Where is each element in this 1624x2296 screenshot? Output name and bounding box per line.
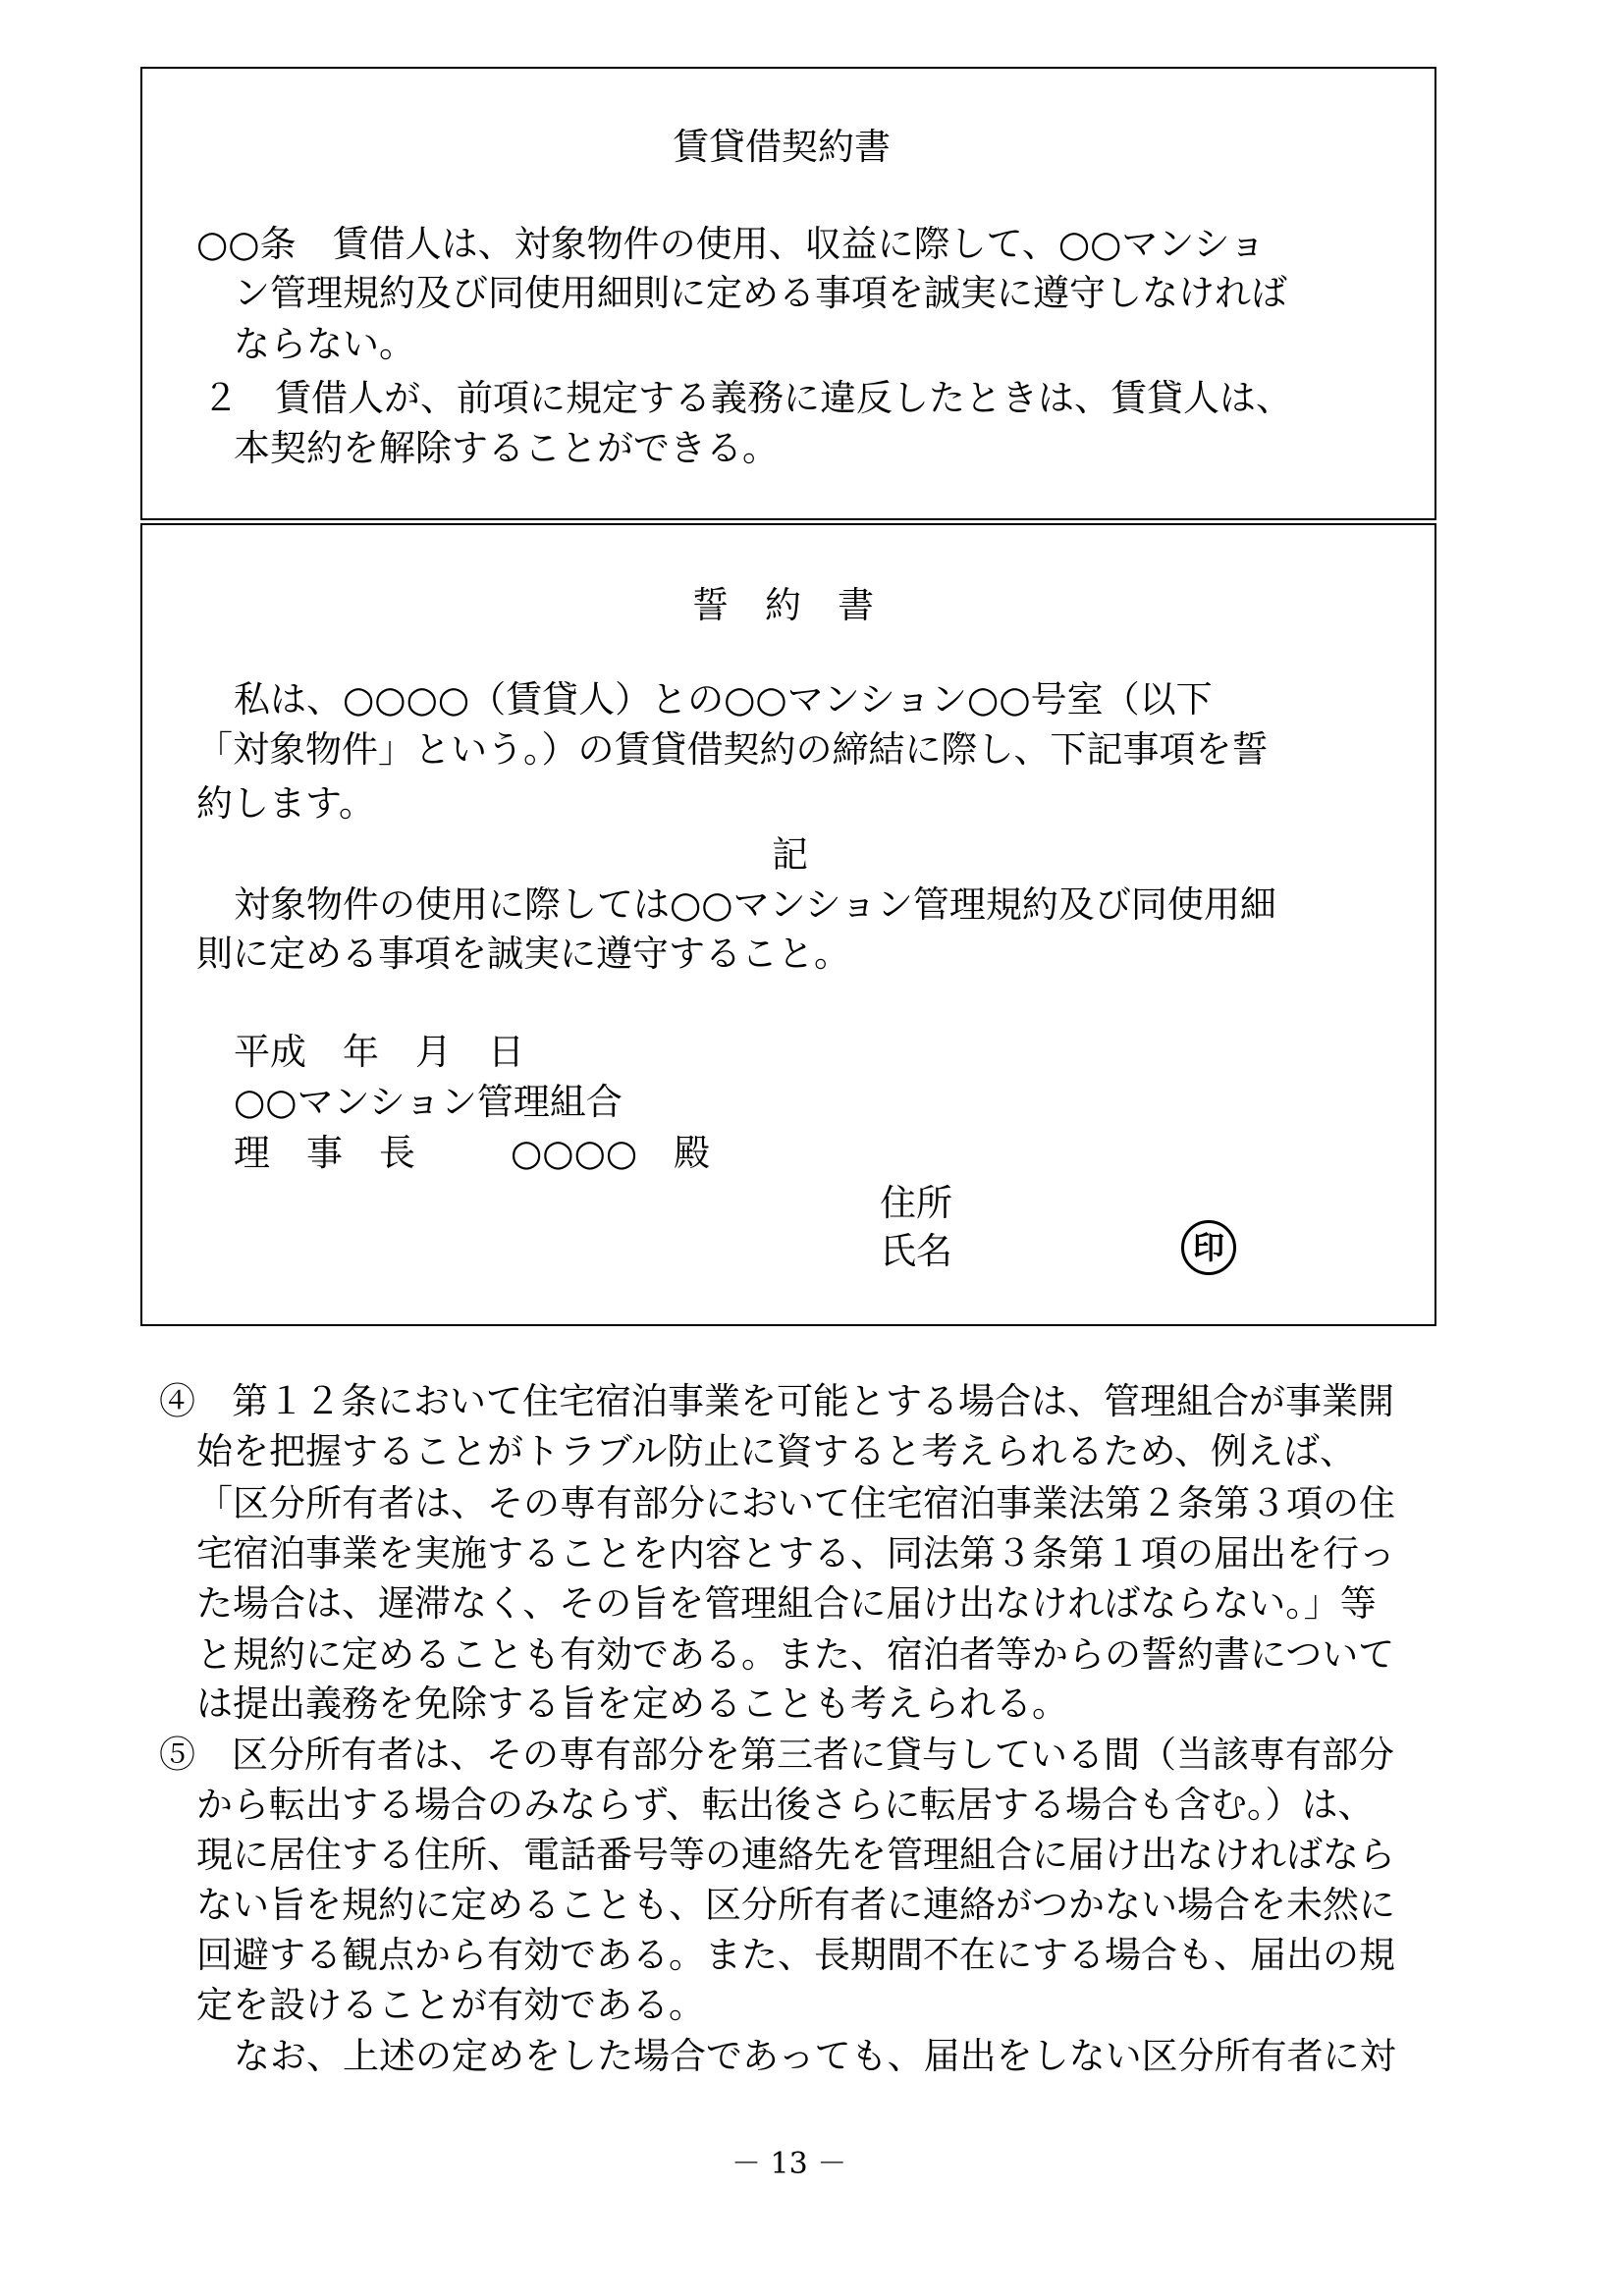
commentary-line-7: は提出義務を免除する旨を定めることも考えられる。 [196, 1682, 1068, 1725]
pledge-body-line-1: 対象物件の使用に際しては○○マンション管理規約及び同使用細 [234, 883, 1276, 926]
seal-stamp-icon: 印 [1181, 1220, 1236, 1275]
commentary-line-4: 宅宿泊事業を実施することを内容とする、同法第３条第１項の届出を行っ [196, 1532, 1395, 1575]
pledge-name-label: 氏名 [880, 1230, 952, 1272]
commentary-line-9: から転出する場合のみならず、転出後さらに転居する場合も含む。）は、 [196, 1784, 1375, 1826]
pledge-intro-line-2: 「対象物件」という。）の賃貸借契約の締結に際し、下記事項を誓 [196, 728, 1269, 771]
pledge-title: 誓 約 書 [692, 584, 874, 626]
commentary-line-3: 「区分所有者は、その専有部分において住宅宿泊事業法第２条第３項の住 [196, 1482, 1395, 1524]
commentary-line-12: 回避する観点から有効である。また、長期間不在にする場合も、届出の規 [196, 1934, 1395, 1976]
lease-clause-line-4: ２ 賃借人が、前項に規定する義務に違反したときは、賃貸人は、 [202, 377, 1292, 419]
commentary-line-2: 始を把握することがトラブル防止に資すると考えられるため、例えば、 [196, 1430, 1357, 1472]
pledge-association: ○○マンション管理組合 [234, 1081, 623, 1123]
pledge-chairman-label: 理 事 長 [234, 1132, 415, 1174]
commentary-line-5: た場合は、遅滞なく、その旨を管理組合に届け出なければならない。」等 [196, 1582, 1377, 1625]
lease-clause-line-3: ならない。 [234, 323, 415, 365]
lease-contract-title: 賃貸借契約書 [673, 126, 891, 168]
pledge-address-label: 住所 [880, 1182, 952, 1224]
lease-clause-line-2: ン管理規約及び同使用細則に定める事項を誠実に遵守しなければ [234, 272, 1287, 314]
pledge-body-line-2: 則に定める事項を誠実に遵守すること。 [196, 933, 850, 975]
commentary-line-14: なお、上述の定めをした場合であっても、届出をしない区分所有者に対 [234, 2035, 1396, 2077]
pledge-date: 平成 年 月 日 [234, 1031, 524, 1073]
commentary-line-13: 定を設けることが有効である。 [196, 1984, 705, 2026]
commentary-line-8: ⑤ 区分所有者は、その専有部分を第三者に貸与している間（当該専有部分 [159, 1734, 1394, 1776]
pledge-chairman-name: ○○○○ 殿 [511, 1132, 711, 1174]
commentary-line-10: 現に居住する住所、電話番号等の連絡先を管理組合に届け出なければなら [196, 1834, 1395, 1876]
commentary-line-6: と規約に定めることも有効である。また、宿泊者等からの誓約書について [196, 1633, 1395, 1676]
lease-clause-line-1: ○○条 賃借人は、対象物件の使用、収益に際して、○○マンショ [196, 223, 1266, 265]
page-number: － 13 － [731, 2147, 847, 2181]
pledge-intro-line-3: 約します。 [196, 782, 376, 825]
commentary-line-1: ④ 第１２条において住宅宿泊事業を可能とする場合は、管理組合が事業開 [159, 1380, 1394, 1422]
pledge-intro-line-1: 私は、○○○○（賃貸人）との○○マンション○○号室（以下 [234, 678, 1213, 721]
lease-clause-line-5: 本契約を解除することができる。 [234, 427, 779, 469]
commentary-line-11: ない旨を規約に定めることも、区分所有者に連絡がつかない場合を未然に [196, 1884, 1395, 1926]
pledge-ki: 記 [772, 833, 808, 876]
